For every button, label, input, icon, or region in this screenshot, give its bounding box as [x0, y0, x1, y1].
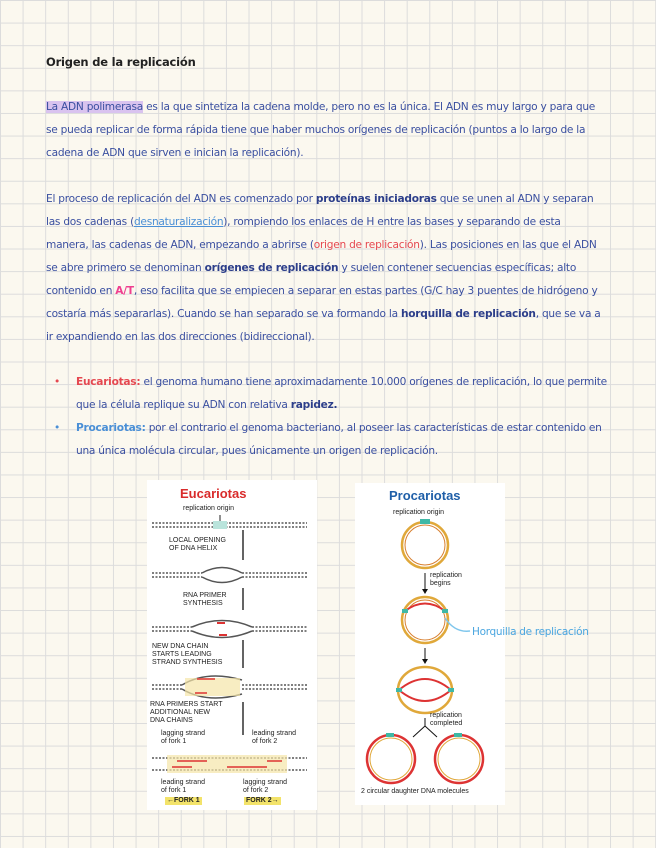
- label-line: RNA PRIMER: [183, 592, 227, 599]
- daughter-circle-2: [435, 733, 483, 783]
- strand-5: [152, 755, 307, 773]
- circle-3: [396, 667, 454, 713]
- pink-at: A/T: [115, 285, 134, 297]
- page-title: Origen de la replicación: [46, 55, 196, 69]
- bullet-dot: •: [54, 422, 60, 434]
- label-new-dna-chain: [152, 643, 222, 667]
- label-lagging-fork1: [161, 730, 205, 746]
- bullet-label: Procariotas:: [76, 422, 146, 434]
- paragraph-intro: [46, 96, 606, 165]
- paragraph-proceso: [46, 188, 606, 349]
- label-lagging-fork2: [243, 779, 287, 795]
- label-horquilla-replicacion: Horquilla de replicación: [472, 626, 589, 638]
- link-desnaturalizacion[interactable]: desnaturalización: [133, 216, 224, 228]
- strand-3: [152, 621, 307, 638]
- bullet-procariotas: [50, 417, 610, 463]
- bullet-text: el genoma humano tiene aproximadamente 10.000 orígenes de replicación, lo que permite que la célula replique su ADN con relativa: [76, 376, 607, 411]
- text-seg: y suelen contener secuencias específicas; alto contenido en: [46, 262, 577, 297]
- circle-1: [402, 519, 448, 568]
- label-line: leading strand: [161, 779, 205, 786]
- daughter-circle-1: [367, 733, 415, 783]
- label-line: STRAND SYNTHESIS: [152, 659, 223, 666]
- label-origin: replication origin: [183, 505, 234, 512]
- label-line: RNA PRIMERS START: [150, 701, 223, 708]
- label-line: lagging strand: [243, 779, 287, 786]
- label-replication-completed: [430, 712, 462, 728]
- label-line: lagging strand: [161, 730, 205, 737]
- label-line: LOCAL OPENING: [169, 537, 226, 544]
- bold-proteinas-iniciadoras: proteínas iniciadoras: [315, 193, 437, 205]
- label-line: leading strand: [252, 730, 296, 737]
- label-line: begins: [430, 580, 451, 587]
- label-daughter-molecules: 2 circular daughter DNA molecules: [361, 788, 469, 795]
- bullet-text: por el contrario el genoma bacteriano, al poseer las características de estar contenido en una única molécula circular, pues únicamente un origen de replicación.: [76, 422, 602, 457]
- label-origin: replication origin: [393, 509, 444, 516]
- label-replication-begins: [430, 572, 462, 588]
- fork2-tag: FORK 2→: [246, 797, 279, 804]
- label-line: of fork 2: [252, 738, 278, 745]
- label-line: completed: [430, 720, 463, 727]
- label-rna-primers-start: [150, 701, 222, 725]
- bold-origenes-replicacion: orígenes de replicación: [204, 262, 339, 274]
- bold-horquilla: horquilla de replicación: [400, 308, 536, 320]
- fork1-tag: ←FORK 1: [167, 797, 200, 804]
- text-seg: ), rompiendo los enlaces de H entre las bases y separando de esta manera, las cadenas de ADN, empezando a abrirse (: [46, 216, 561, 251]
- figure-procariotas-title: Procariotas: [389, 488, 461, 503]
- figure-procariotas: [355, 483, 505, 805]
- label-line: DNA CHAINS: [150, 717, 193, 724]
- bullet-bold: rapidez.: [290, 399, 338, 411]
- strand-2: [152, 568, 307, 583]
- circle-2: [402, 597, 470, 643]
- label-line: replication: [430, 572, 462, 579]
- label-line: of fork 1: [161, 738, 187, 745]
- text-seg: , que se va a ir expandiendo en las dos direcciones (bidireccional).: [46, 308, 601, 343]
- text-seg: ). Las posiciones en las que el ADN se abre primero se denominan: [46, 239, 597, 274]
- strand-4: [152, 676, 307, 698]
- figure-eucariotas: [147, 480, 317, 810]
- text-seg: que se unen al ADN y separan las dos cadenas (: [46, 193, 594, 228]
- label-leading-fork2: [252, 730, 296, 746]
- text-seg: El proceso de replicación del ADN es comenzado por: [46, 193, 316, 205]
- label-local-opening: [169, 537, 226, 553]
- bullet-label: Eucariotas:: [76, 376, 141, 388]
- label-line: ADDITIONAL NEW: [150, 709, 211, 716]
- bullet-list: [50, 371, 610, 463]
- strand-1: [152, 515, 307, 529]
- text-seg: , eso facilita que se empiecen a separar en estas partes (G/C hay 3 puentes de hidrógeno y costaría más separarlas). Cuando se han separado se va formando la: [46, 285, 598, 320]
- red-origen-replicacion: origen de replicación: [313, 239, 420, 251]
- figure-eucariotas-title: Eucariotas: [180, 486, 247, 501]
- label-line: of fork 2: [243, 787, 269, 794]
- label-leading-fork1: [161, 779, 205, 795]
- label-line: STARTS LEADING: [152, 651, 212, 658]
- paragraph-intro-text: es la que sintetiza la cadena molde, pero no es la única. El ADN es muy largo y para que se pueda replicar de forma rápida tiene que haber muchos orígenes de replicación (puntos a lo largo de la cadena de ADN que sirven e inician la replicación).: [46, 101, 596, 159]
- label-line: of fork 1: [161, 787, 187, 794]
- bullet-eucariotas: [50, 371, 610, 417]
- label-line: NEW DNA CHAIN: [152, 643, 209, 650]
- label-line: OF DNA HELIX: [169, 545, 218, 552]
- label-rna-primer: [183, 592, 227, 608]
- label-line: SYNTHESIS: [183, 600, 223, 607]
- label-line: replication: [430, 712, 462, 719]
- highlight-adn-polimerasa: La ADN polimerasa: [46, 101, 143, 113]
- procariotas-diagram: [355, 483, 505, 805]
- bullet-dot: •: [54, 376, 60, 388]
